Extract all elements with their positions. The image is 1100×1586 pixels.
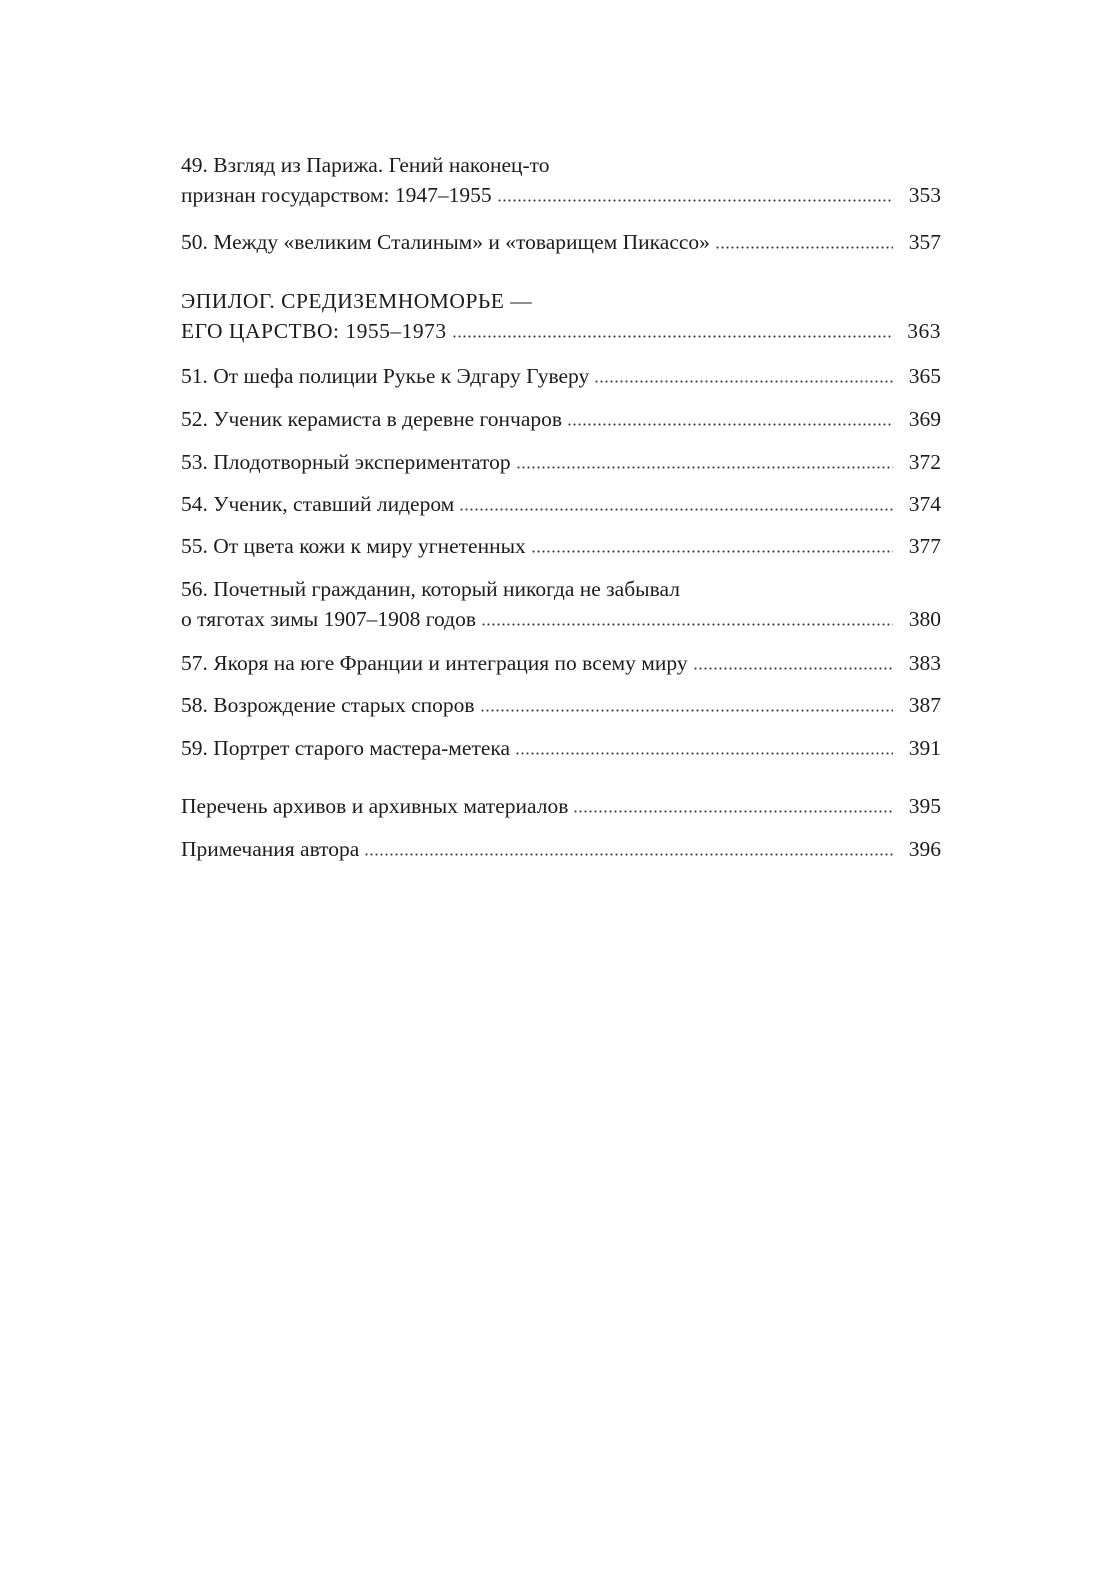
dot-leader bbox=[480, 709, 893, 712]
toc-entry-title: 59. Портрет старого мастера-метека bbox=[181, 736, 511, 760]
toc-page-number: 365 bbox=[908, 364, 941, 388]
toc-entry-title: 58. Возрождение старых споров bbox=[181, 693, 475, 717]
toc-entry-line bbox=[181, 690, 941, 720]
toc-page-number: 363 bbox=[907, 319, 941, 343]
dot-leader bbox=[516, 466, 893, 469]
toc-entry-notes[interactable] bbox=[181, 834, 941, 864]
toc-page-number: 353 bbox=[908, 183, 941, 207]
dot-leader bbox=[693, 667, 893, 670]
toc-entry-line bbox=[181, 733, 941, 763]
toc-entry-58[interactable] bbox=[181, 690, 941, 720]
dot-leader bbox=[594, 380, 893, 383]
toc-entry-54[interactable] bbox=[181, 489, 941, 519]
toc-entry-archives[interactable] bbox=[181, 791, 941, 821]
toc-page-number: 396 bbox=[908, 837, 941, 861]
dot-leader bbox=[573, 810, 893, 813]
toc-entry-line bbox=[181, 604, 941, 634]
toc-page-number: 391 bbox=[908, 736, 941, 760]
toc-entry-line bbox=[181, 361, 941, 391]
toc-entry-title: 56. Почетный гражданин, который никогда не забывал bbox=[181, 577, 680, 601]
dot-leader bbox=[715, 246, 893, 249]
dot-leader bbox=[567, 423, 893, 426]
toc-entry-line bbox=[181, 489, 941, 519]
dot-leader bbox=[497, 199, 893, 202]
toc-page-number: 357 bbox=[908, 230, 941, 254]
dot-leader bbox=[531, 550, 893, 553]
toc-entry-line bbox=[181, 316, 941, 346]
toc-entry-50[interactable] bbox=[181, 227, 941, 257]
toc-entry-title: 55. От цвета кожи к миру угнетенных bbox=[181, 534, 526, 558]
toc-entry-56[interactable] bbox=[181, 574, 941, 634]
toc-page-number: 395 bbox=[908, 794, 941, 818]
toc-section-title: ЭПИЛОГ. СРЕДИЗЕМНОМОРЬЕ — bbox=[181, 289, 533, 313]
toc-page-number: 377 bbox=[908, 534, 941, 558]
toc-entry-line bbox=[181, 791, 941, 821]
toc-entry-title: 53. Плодотворный экспериментатор bbox=[181, 450, 511, 474]
toc-entry-52[interactable] bbox=[181, 404, 941, 434]
dot-leader bbox=[459, 508, 893, 511]
toc-entry-55[interactable] bbox=[181, 531, 941, 561]
toc-entry-title: 52. Ученик керамиста в деревне гончаров bbox=[181, 407, 563, 431]
toc-entry-line bbox=[181, 227, 941, 257]
toc-entry-line bbox=[181, 834, 941, 864]
toc-entry-title: о тяготах зимы 1907–1908 годов bbox=[181, 607, 477, 631]
toc-entry-49[interactable] bbox=[181, 150, 941, 210]
toc-entry-line bbox=[181, 574, 941, 604]
toc-entry-line bbox=[181, 150, 941, 180]
toc-entry-51[interactable] bbox=[181, 361, 941, 391]
toc-page-number: 372 bbox=[908, 450, 941, 474]
toc-entry-title: Перечень архивов и архивных материалов bbox=[181, 794, 569, 818]
toc-entry-line bbox=[181, 531, 941, 561]
toc-page-number: 383 bbox=[908, 651, 941, 675]
toc-entry-57[interactable] bbox=[181, 648, 941, 678]
toc-section-title: ЕГО ЦАРСТВО: 1955–1973 bbox=[181, 319, 447, 343]
toc-entry-title: Примечания автора bbox=[181, 837, 360, 861]
toc-entry-59[interactable] bbox=[181, 733, 941, 763]
toc-entry-title: 54. Ученик, ставший лидером bbox=[181, 492, 455, 516]
toc-entry-epilogue[interactable] bbox=[181, 286, 941, 346]
toc-entry-line bbox=[181, 286, 941, 316]
toc-page-number: 369 bbox=[908, 407, 941, 431]
toc-entry-title: 51. От шефа полиции Рукье к Эдгару Гуверу bbox=[181, 364, 590, 388]
toc-entry-title: 49. Взгляд из Парижа. Гений наконец-то bbox=[181, 153, 550, 177]
dot-leader bbox=[364, 853, 893, 856]
dot-leader bbox=[515, 752, 893, 755]
dot-leader bbox=[481, 623, 893, 626]
toc-entry-line bbox=[181, 447, 941, 477]
toc-entry-title: 50. Между «великим Сталиным» и «товарищем Пикассо» bbox=[181, 230, 710, 254]
toc-entry-line bbox=[181, 180, 941, 210]
toc-entry-title: признан государством: 1947–1955 bbox=[181, 183, 492, 207]
toc-page-number: 374 bbox=[908, 492, 941, 516]
toc-entry-53[interactable] bbox=[181, 447, 941, 477]
toc-page-number: 380 bbox=[908, 607, 941, 631]
dot-leader bbox=[452, 335, 893, 338]
toc-page-number: 387 bbox=[908, 693, 941, 717]
toc-entry-line bbox=[181, 648, 941, 678]
toc-entry-line bbox=[181, 404, 941, 434]
toc-entry-title: 57. Якоря на юге Франции и интеграция по всему миру bbox=[181, 651, 688, 675]
